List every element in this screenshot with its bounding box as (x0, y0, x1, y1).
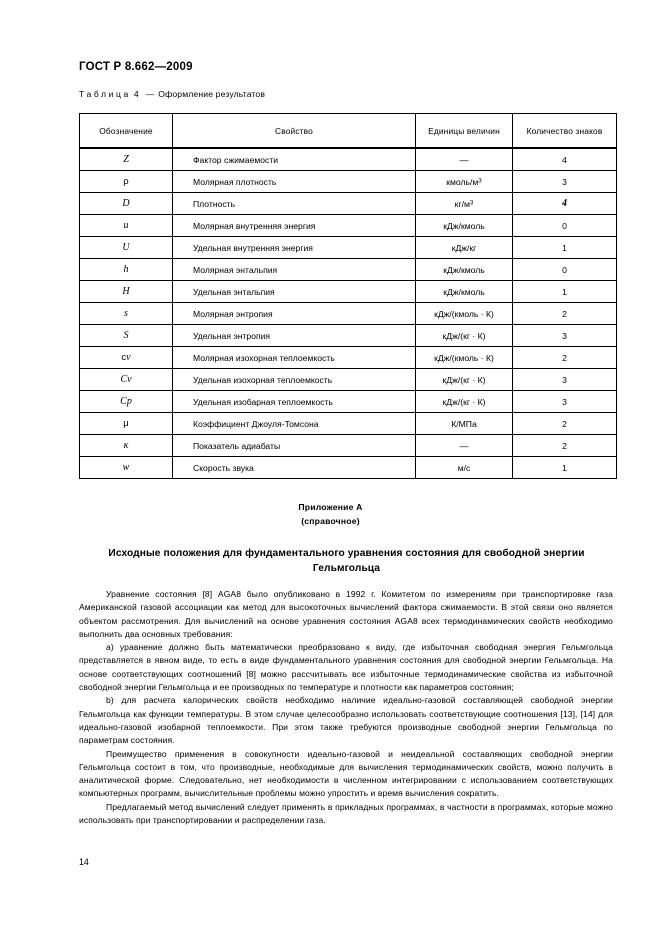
table-row (80, 303, 617, 325)
cell-symbol (80, 325, 173, 347)
paragraph-3: b) для расчета калорических свойств необходимо наличие идеально-газовой составляющей свободной энергии Гельмгольца как функции температуры. В этом случае целесообразно использовать соответствующие соотношения [13], [14] для идеально-газовой изобарной теплоемкости. При этом также требуются производные свободной энергии Гельмгольца по параметрам состояния. (79, 695, 613, 746)
table-row (80, 435, 617, 457)
cell-symbol (80, 413, 173, 435)
symbol-glyph: h (123, 264, 129, 275)
symbol-glyph: κ (123, 440, 129, 451)
digit-count-value: 1 (562, 286, 567, 297)
cell-symbol (80, 303, 173, 325)
cell-digit-count (513, 193, 617, 215)
cell-unit (416, 259, 513, 281)
table-row (80, 281, 617, 303)
digit-count-value: 2 (562, 352, 567, 363)
unit-text: кг/м (454, 198, 470, 209)
digit-count-value: 4 (562, 198, 567, 209)
symbol-glyph: w (122, 462, 130, 473)
cell-symbol (80, 391, 173, 413)
unit-text: кДж/кмоль (443, 264, 485, 275)
digit-count-value: 3 (562, 176, 567, 187)
table-header-row (80, 114, 617, 149)
cell-unit (416, 413, 513, 435)
cell-property: Показатель адиабаты (173, 435, 416, 457)
unit-text: кДж/(кмоль · К) (434, 352, 494, 363)
table-row (80, 171, 617, 193)
cell-property: Молярная внутренняя энергия (173, 215, 416, 237)
cell-digit-count (513, 347, 617, 369)
cell-digit-count (513, 457, 617, 479)
paragraph-1: Уравнение состояния [8] AGA8 было опубликовано в 1992 г. Комитетом по измерениям при транспортировке газа Американской газовой ассоциации как метод для высокоточных вычислений фактора сжимаемости. В этой связи оно является объектом рассмотрения. Для вычислений на основе уравнения состояния AGA8 всех термодинамических свойств необходимо выполнить два основных требования: (79, 589, 613, 639)
cell-property: Скорость звука (173, 457, 416, 479)
unit-text: — (459, 440, 469, 451)
digit-count-value: 0 (562, 220, 567, 231)
symbol-glyph: C (120, 396, 127, 407)
unit-exponent: 3 (478, 176, 482, 184)
cell-symbol (80, 369, 173, 391)
appendix-subtitle: (справочное) (301, 516, 360, 526)
cell-unit (416, 148, 513, 171)
table-caption-dash: — (145, 89, 155, 99)
digit-count-value: 2 (562, 440, 567, 451)
digit-count-value: 1 (562, 242, 567, 253)
table-row (80, 413, 617, 435)
cell-property: Коэффициент Джоуля-Томсона (173, 413, 416, 435)
digit-count-value: 2 (562, 308, 567, 319)
cell-property: Молярная энтропия (173, 303, 416, 325)
results-table-body (80, 148, 617, 479)
unit-text: К/МПа (451, 418, 477, 429)
symbol-glyph: S (123, 330, 129, 341)
cell-symbol (80, 259, 173, 281)
cell-unit (416, 237, 513, 259)
unit-text: — (459, 154, 469, 165)
symbol-glyph: Z (123, 154, 129, 165)
symbol-subscript: p (126, 396, 132, 407)
cell-digit-count (513, 215, 617, 237)
cell-digit-count (513, 303, 617, 325)
cell-unit (416, 193, 513, 215)
symbol-subscript: v (127, 374, 132, 385)
cell-property: Плотность (173, 193, 416, 215)
symbol-glyph: μ (123, 418, 129, 429)
paragraph-4: Преимущество применения в совокупности идеально-газовой и неидеальной составляющих свободной энергии Гельмгольца состоит в том, что производные, необходимые для вычисления термодинамических свойств, можно получить в аналитической форме. Следовательно, нет необходимости в численном интегрировании с использованием соответствующих компьютерных программ, вычислительные проблемы можно упростить и время вычисления сократить. (79, 748, 613, 799)
digit-count-value: 4 (562, 154, 567, 165)
unit-text: кДж/кг (451, 242, 477, 253)
symbol-glyph: c (121, 352, 127, 363)
cell-digit-count (513, 237, 617, 259)
table-row (80, 369, 617, 391)
table-row (80, 215, 617, 237)
cell-symbol (80, 457, 173, 479)
cell-unit (416, 435, 513, 457)
table-row (80, 391, 617, 413)
cell-symbol (80, 435, 173, 457)
cell-digit-count (513, 148, 617, 171)
unit-text: кДж/(кмоль · К) (434, 308, 494, 319)
results-table-head (80, 114, 617, 149)
unit-exponent: 3 (469, 198, 474, 206)
cell-property: Удельная внутренняя энергия (173, 237, 416, 259)
table-row (80, 148, 617, 171)
column-header-digits: Количество знаков (513, 114, 617, 149)
cell-property: Молярная энтальпия (173, 259, 416, 281)
table-caption (79, 89, 265, 99)
cell-symbol (80, 171, 173, 193)
unit-text: кДж/(кг · К) (442, 374, 486, 385)
symbol-glyph: D (122, 198, 130, 209)
digit-count-value: 3 (562, 330, 567, 341)
symbol-subscript: v (126, 352, 131, 363)
digit-count-value: 0 (562, 264, 567, 275)
table-row (80, 347, 617, 369)
page-number: 14 (79, 857, 89, 867)
results-table-wrapper (79, 113, 612, 479)
cell-digit-count (513, 259, 617, 281)
cell-digit-count (513, 171, 617, 193)
unit-text: кмоль/м (446, 176, 479, 187)
cell-digit-count (513, 369, 617, 391)
symbol-glyph: H (122, 286, 130, 297)
cell-property: Удельная изохорная теплоемкость (173, 369, 416, 391)
standard-header: ГОСТ Р 8.662—2009 (79, 61, 193, 73)
cell-symbol (80, 347, 173, 369)
table-caption-number: 4 (133, 89, 139, 99)
digit-count-value: 1 (562, 462, 567, 473)
column-header-property: Свойство (173, 114, 416, 149)
digit-count-value: 3 (562, 374, 567, 385)
cell-property: Молярная плотность (173, 171, 416, 193)
column-header-units: Единицы величин (416, 114, 513, 149)
symbol-glyph: U (122, 242, 130, 253)
cell-symbol (80, 215, 173, 237)
unit-text: кДж/кмоль (443, 286, 485, 297)
cell-unit (416, 281, 513, 303)
table-caption-title: Оформление результатов (158, 89, 266, 99)
cell-unit (416, 347, 513, 369)
cell-unit (416, 303, 513, 325)
symbol-glyph: ρ (123, 176, 129, 187)
unit-text: кДж/кмоль (443, 220, 485, 231)
cell-property: Удельная энтропия (173, 325, 416, 347)
table-row (80, 193, 617, 215)
cell-unit (416, 325, 513, 347)
cell-unit (416, 369, 513, 391)
cell-symbol (80, 148, 173, 171)
symbol-glyph: s (124, 308, 128, 319)
cell-symbol (80, 237, 173, 259)
cell-symbol (80, 281, 173, 303)
table-row (80, 325, 617, 347)
cell-symbol (80, 193, 173, 215)
cell-digit-count (513, 391, 617, 413)
table-row (80, 237, 617, 259)
cell-property: Фактор сжимаемости (173, 148, 416, 171)
cell-property: Удельная изобарная теплоемкость (173, 391, 416, 413)
column-header-symbol: Обозначение (80, 114, 173, 149)
unit-text: кДж/(кг · К) (442, 330, 486, 341)
digit-count-value: 2 (562, 418, 567, 429)
unit-text: м/с (457, 462, 471, 473)
cell-unit (416, 457, 513, 479)
cell-digit-count (513, 413, 617, 435)
paragraph-5: Предлагаемый метод вычислений следует применять в прикладных программах, в частности в программах, которые можно использовать при транспортировании и распределении газа. (79, 801, 613, 826)
cell-digit-count (513, 435, 617, 457)
results-table (79, 113, 617, 479)
cell-digit-count (513, 325, 617, 347)
cell-unit (416, 391, 513, 413)
unit-text: кДж/(кг · К) (442, 396, 486, 407)
symbol-glyph: C (120, 374, 128, 385)
cell-digit-count (513, 281, 617, 303)
cell-property: Молярная изохорная теплоемкость (173, 347, 416, 369)
symbol-glyph: u (123, 220, 129, 231)
cell-unit (416, 215, 513, 237)
table-row (80, 457, 617, 479)
table-row (80, 259, 617, 281)
body-text (79, 588, 613, 827)
cell-unit (416, 171, 513, 193)
table-caption-word: Таблица (79, 89, 131, 99)
paragraph-2: а) уравнение должно быть математически преобразовано к виду, где избыточная свободная энергия Гельмгольца представляется в явном виде, то есть в виде фундаментального уравнения состояния для свободной энергии Гельмгольца. На основе соответствующих соотношений [8] можно рассчитывать все избыточные термодинамические свойства из избыточной свободной энергии Гельмгольца и ее производных по температуре и плотности как параметров состояния; (79, 642, 613, 693)
appendix-title: Исходные положения для фундаментального уравнения состояния для свободной энергии Гельмгольца (108, 548, 585, 574)
appendix-label: Приложение А (298, 502, 363, 512)
cell-property: Удельная энтальпия (173, 281, 416, 303)
digit-count-value: 3 (562, 396, 567, 407)
